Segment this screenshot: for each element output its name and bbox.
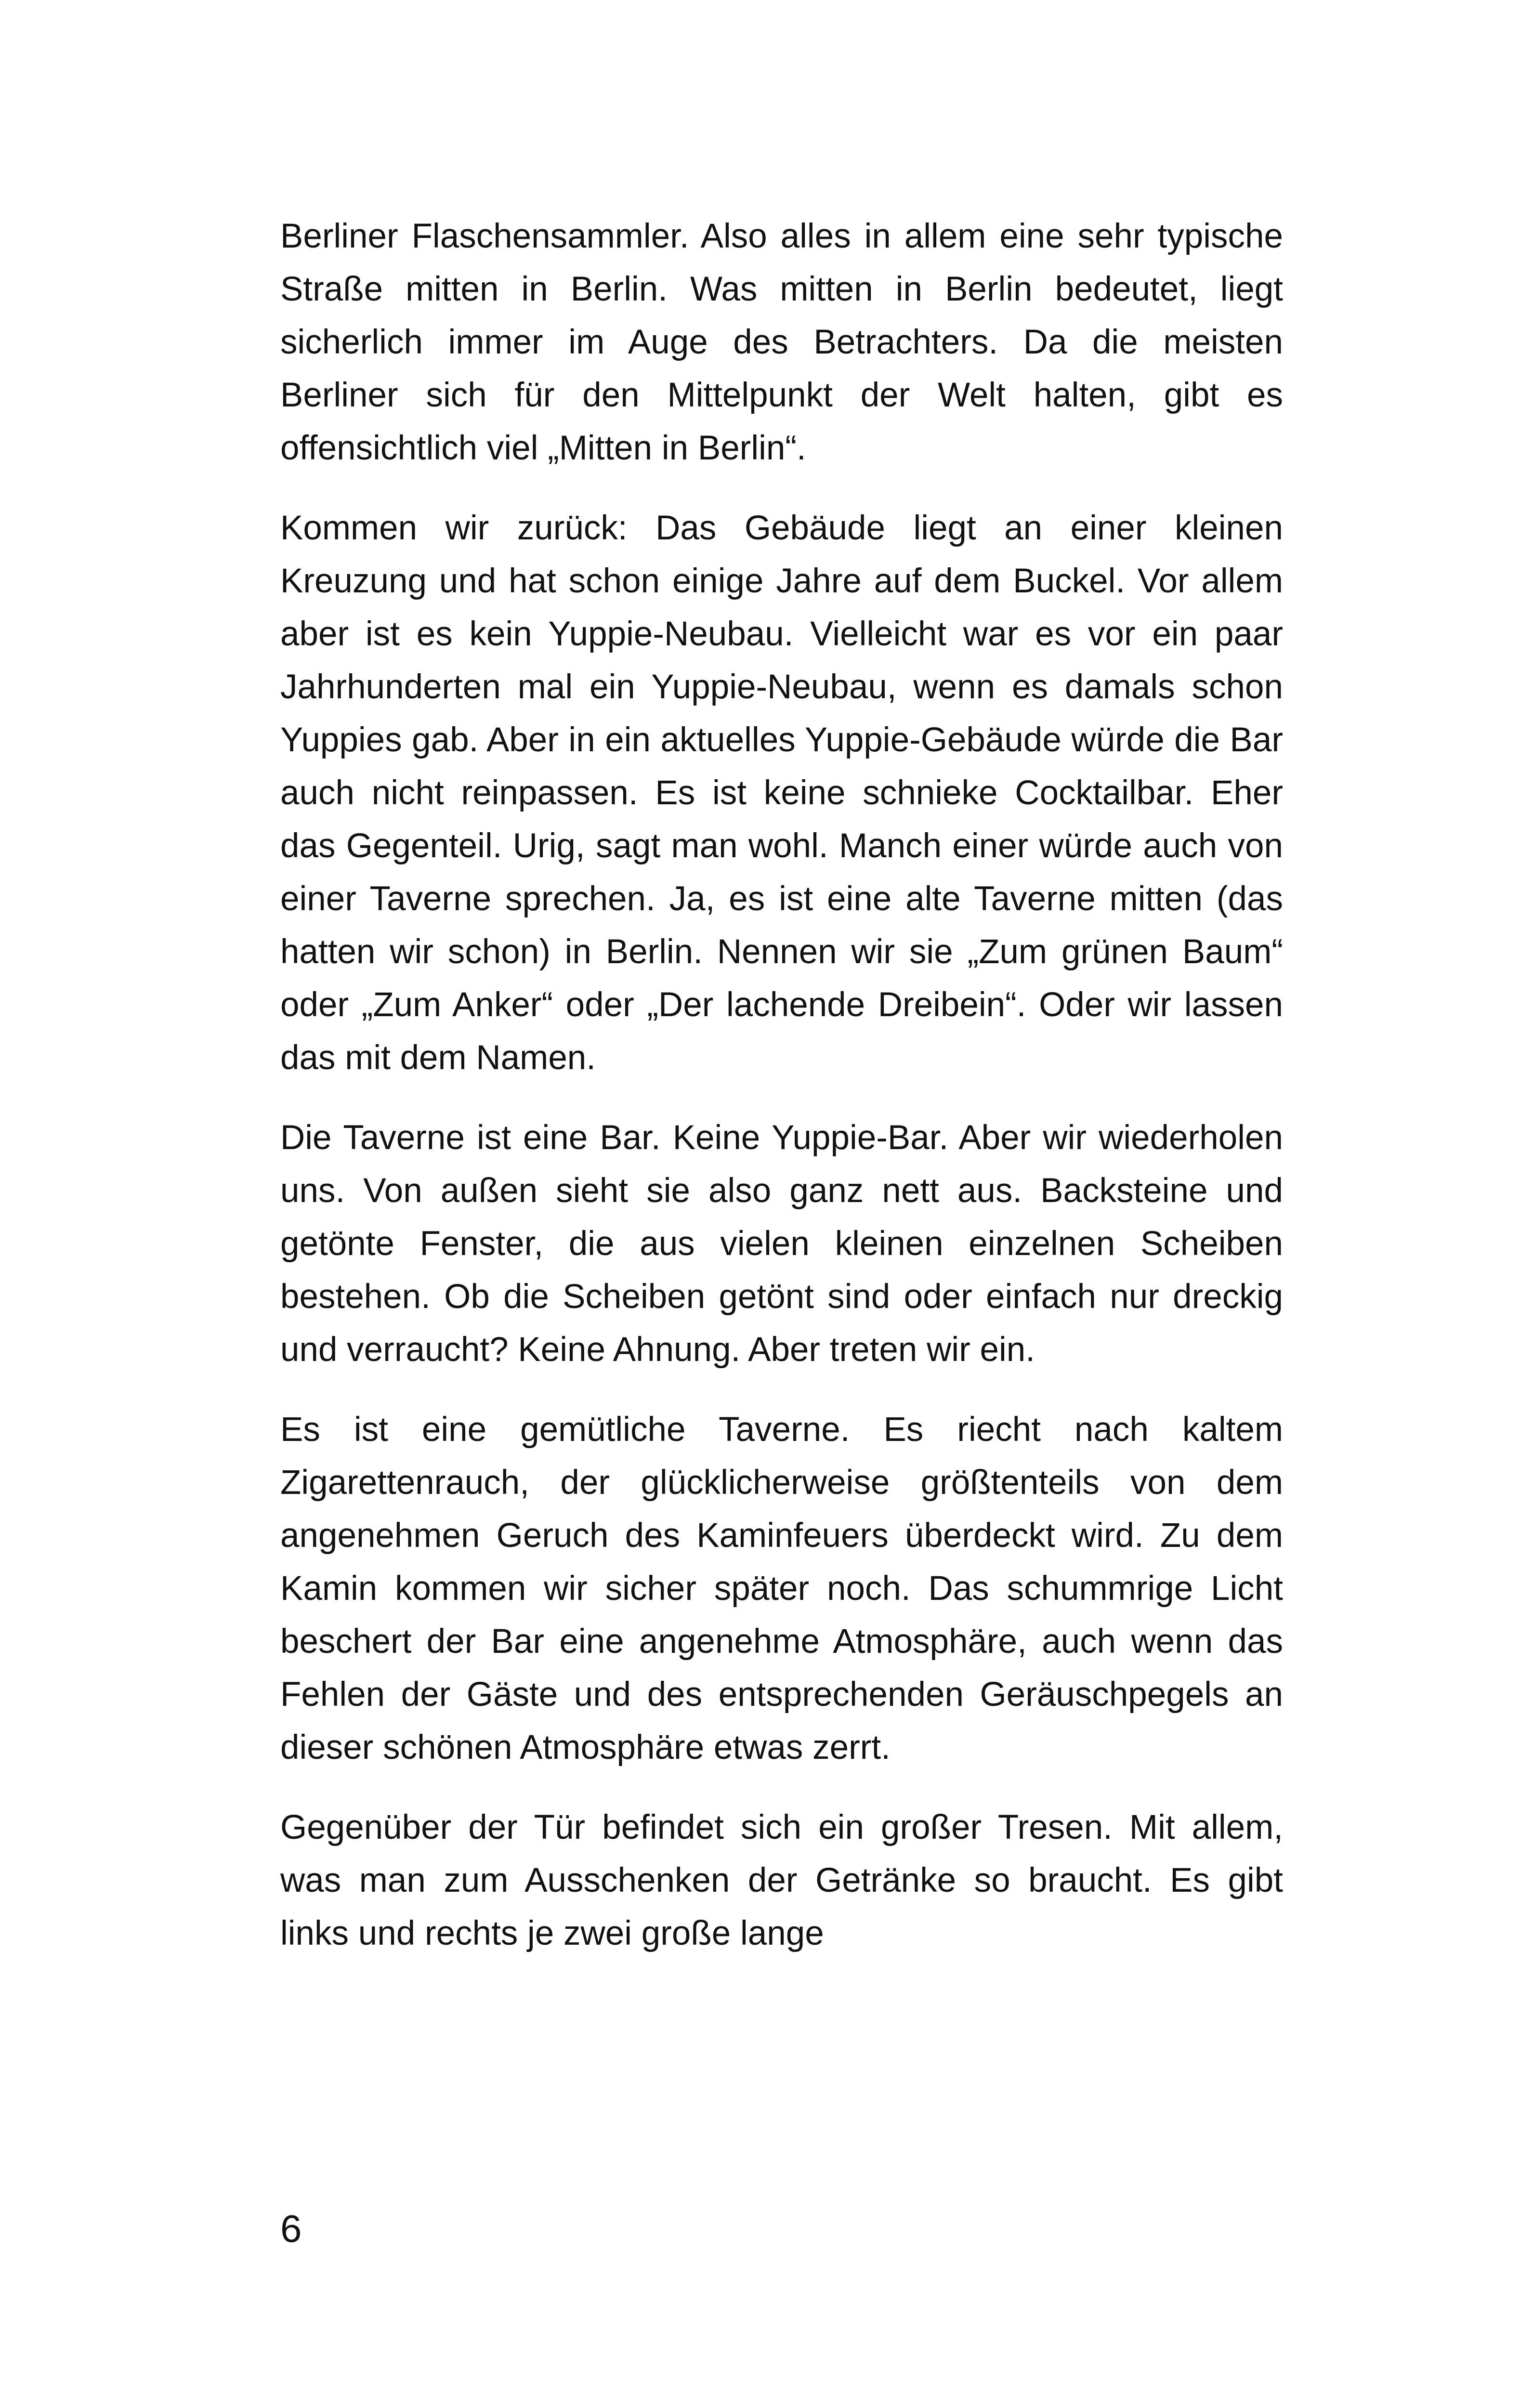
- paragraph-2: Kommen wir zurück: Das Gebäude liegt an einer kleinen Kreuzung und hat schon einige Jahre auf dem Buckel. Vor allem aber ist es kein Yuppie-Neubau. Vielleicht war es vor ein paar Jahrhunderten mal ein Yuppie-Neubau, wenn es damals schon Yuppies gab. Aber in ein aktuelles Yuppie-Gebäude würde die Bar auch nicht reinpassen. Es ist keine schnieke Cocktailbar. Eher das Gegenteil. Urig, sagt man wohl. Manch einer würde auch von einer Taverne sprechen. Ja, es ist eine alte Taverne mitten (das hatten wir schon) in Berlin. Nennen wir sie „Zum grünen Baum“ oder „Zum Anker“ oder „Der lachende Dreibein“. Oder wir lassen das mit dem Namen.: [280, 509, 1283, 1077]
- page-number: 6: [280, 2207, 302, 2250]
- body-text: [280, 210, 1283, 1987]
- paragraph-1: Berliner Flaschensammler. Also alles in allem eine sehr typische Straße mitten in Berlin. Was mitten in Berlin bedeutet, liegt sicherlich immer im Auge des Betrachters. Da die meisten Berliner sich für den Mittelpunkt der Welt halten, gibt es offensichtlich viel „Mitten in Berlin“.: [280, 217, 1283, 467]
- paragraph-3: Die Taverne ist eine Bar. Keine Yuppie-Bar. Aber wir wiederholen uns. Von außen sieht sie also ganz nett aus. Backsteine und getönte Fenster, die aus vielen kleinen einzelnen Scheiben bestehen. Ob die Scheiben getönt sind oder einfach nur dreckig und verraucht? Keine Ahnung. Aber treten wir ein.: [280, 1119, 1283, 1369]
- paragraph-5: Gegenüber der Tür befindet sich ein großer Tresen. Mit allem, was man zum Ausschenken der Getränke so braucht. Es gibt links und rechts je zwei große lange: [280, 1808, 1283, 1952]
- paragraph-4: Es ist eine gemütliche Taverne. Es riecht nach kaltem Zigarettenrauch, der glücklicherweise größtenteils von dem angenehmen Geruch des Kaminfeuers überdeckt wird. Zu dem Kamin kommen wir sicher später noch. Das schummrige Licht beschert der Bar eine angenehme Atmosphäre, auch wenn das Fehlen der Gäste und des entsprechenden Geräuschpegels an dieser schönen Atmosphäre etwas zerrt.: [280, 1411, 1283, 1767]
